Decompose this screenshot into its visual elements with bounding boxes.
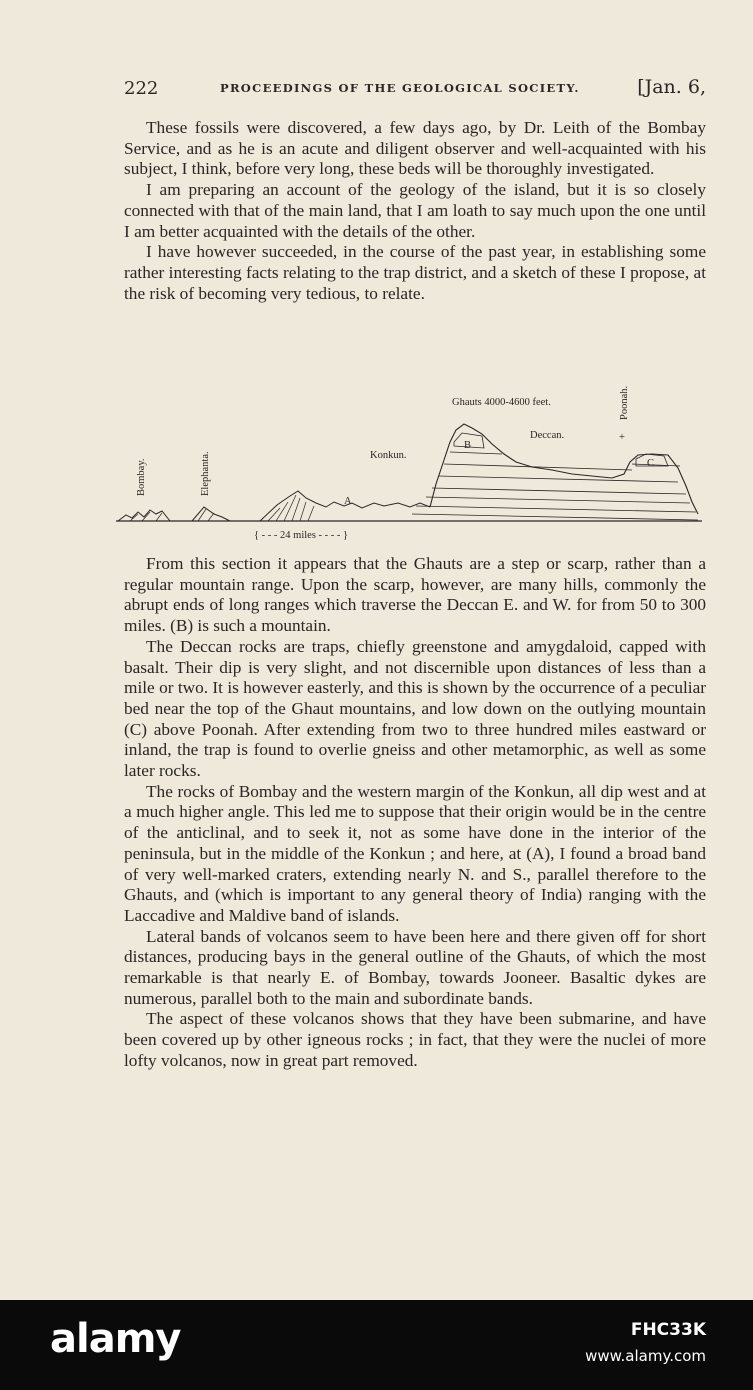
paragraph: Lateral bands of volcanos seem to have been here and there given off for short distances, producing bays in the general outline of the Ghauts, of which the most remarkable is that nearly E. of Bombay, towards Jooneer. Basaltic dykes are numerous, parallel both to the main and subordinate bands. [124,926,706,1008]
label-deccan: Deccan. [530,430,565,441]
scale-label: { - - - 24 miles - - - - } [254,530,349,541]
paragraph: From this section it appears that the Ghauts are a step or scarp, rather than a regular mountain range. Upon the scarp, however, are many hills, commonly the abrupt ends of long ranges which traverse the Deccan E. and W. for from 50 to 300 miles. (B) is such a mountain. [124,554,706,636]
label-bombay: Bombay. [136,458,147,496]
image-id: FHC33K [630,1320,706,1340]
label-a: A [344,496,352,507]
paragraph: I have however succeeded, in the course of the past year, in establishing some rather interesting facts relating to the trap district, and a sketch of these I propose, at the risk of becoming very tedious, to relate. [124,242,706,303]
poonah-marker: + [619,432,625,443]
paragraph: These fossils were discovered, a few days ago, by Dr. Leith of the Bombay Service, and as he is an acute and diligent observer and well-acquainted with his subject, I think, before very long, these beds will be thoroughly investigated. [124,118,706,179]
site-url: www.alamy.com [585,1347,706,1365]
alamy-logo: alamy [50,1316,181,1362]
geological-section-figure [112,362,708,548]
paragraph: The rocks of Bombay and the western margin of the Konkun, all dip west and at a much higher angle. This led me to suppose that their origin would be in the centre of the anticlinal, and to seek it, not as some have done in the interior of the peninsula, but in the middle of the Konkun ; and here, at (A), I found a broad band of very well-marked craters, extending nearly N. and S., parallel therefore to the Ghauts, and (which is important to any general theory of India) ranging with the Laccadive and Maldive band of islands. [124,781,706,925]
label-c: C [647,458,655,469]
running-header [124,76,706,104]
header-date: [Jan. 6, [637,76,706,98]
label-b: B [464,440,472,451]
label-konkun: Konkun. [370,450,407,461]
label-ghauts: Ghauts 4000-4600 feet. [452,397,551,408]
paragraph: The Deccan rocks are traps, chiefly greenstone and amygdaloid, capped with basalt. Their dip is very slight, and not discernible upon distances of less than a mile or two. It is however easterly, and this is shown by the occurrence of a peculiar bed near the top of the Ghaut mountains, and low down on the outlying mountain (C) above Poonah. After extending from two to three hundred miles eastward or inland, the trap is found to overlie gneiss and other metamorphic, as well as some later rocks. [124,636,706,781]
text-block-top [124,118,706,304]
paragraph: The aspect of these volcanos shows that they have been submarine, and have been covered up by other igneous rocks ; in fact, that they were the nuclei of more lofty volcanos, now in great part removed. [124,1009,706,1070]
paragraph: I am preparing an account of the geology of the island, but it is so closely connected with that of the main land, that I am loath to say much upon the one until I am better acquainted with the details of the other. [124,180,706,241]
label-elephanta: Elephanta. [200,451,211,496]
text-block-bottom [124,554,706,1072]
running-title: PROCEEDINGS OF THE GEOLOGICAL SOCIETY. [220,81,580,95]
label-poonah: Poonah. [619,385,630,420]
page-number: 222 [124,78,159,99]
